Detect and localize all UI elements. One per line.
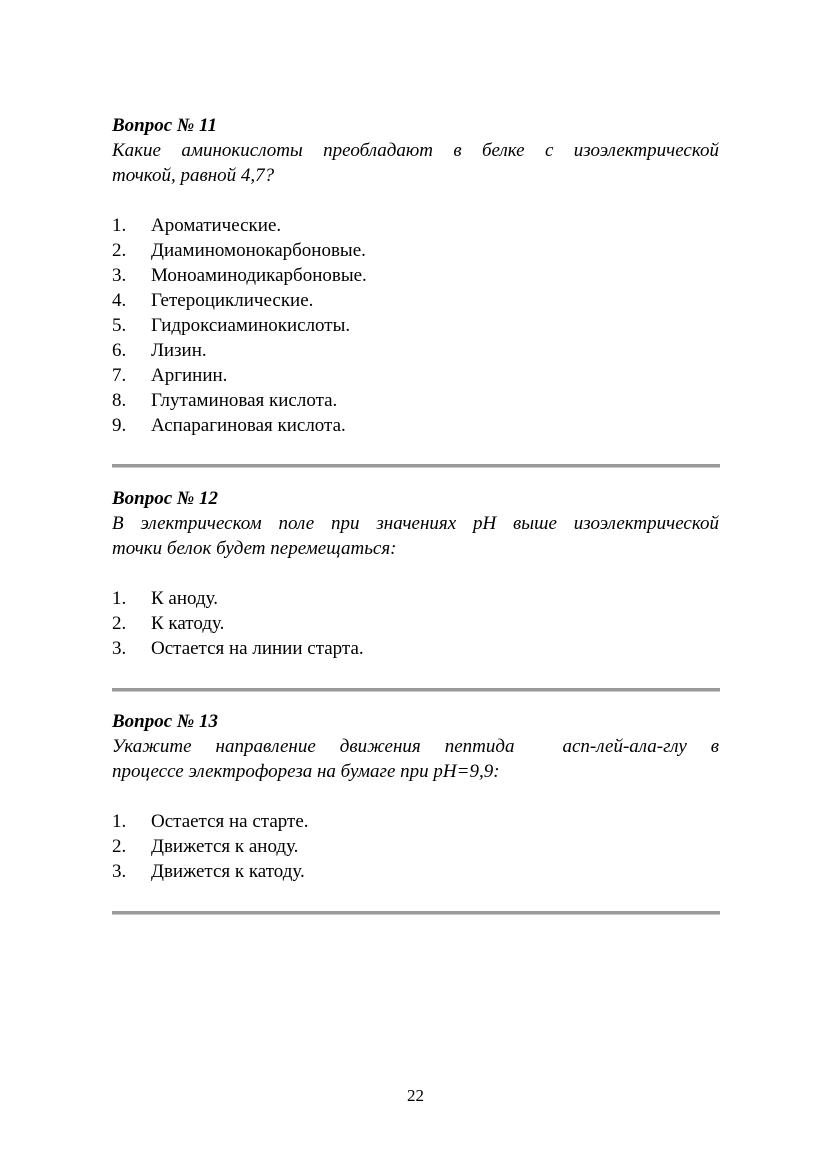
question-title: Вопрос № 13 bbox=[112, 711, 219, 732]
question-text-line: В электрическом поле при значениях pH выше изоэлектрической bbox=[112, 513, 719, 534]
answer-text: Лизин. bbox=[151, 340, 207, 361]
answer-text: Остается на старте. bbox=[151, 811, 309, 832]
answer-item bbox=[112, 611, 719, 636]
answer-list bbox=[112, 213, 719, 438]
answer-text: Глутаминовая кислота. bbox=[151, 390, 338, 411]
question-title: Вопрос № 12 bbox=[112, 488, 219, 509]
answer-number: 1. bbox=[112, 215, 127, 236]
answer-item bbox=[112, 313, 719, 338]
section-divider bbox=[112, 911, 720, 915]
answer-item bbox=[112, 288, 719, 313]
answer-number: 1. bbox=[112, 811, 127, 832]
answer-item bbox=[112, 363, 719, 388]
answer-text: Движется к катоду. bbox=[151, 861, 305, 882]
section-divider bbox=[112, 688, 720, 692]
answer-item bbox=[112, 859, 719, 884]
answer-text: Гидроксиаминокислоты. bbox=[151, 315, 351, 336]
question-text-line: процессе электрофореза на бумаге при pH=9,9: bbox=[112, 761, 500, 782]
answer-item bbox=[112, 263, 719, 288]
answer-number: 2. bbox=[112, 836, 127, 857]
answer-item bbox=[112, 338, 719, 363]
answer-text: К аноду. bbox=[151, 588, 218, 609]
answer-item bbox=[112, 834, 719, 859]
question-text-line: точки белок будет перемещаться: bbox=[112, 538, 397, 559]
answer-item bbox=[112, 238, 719, 263]
answer-item bbox=[112, 413, 719, 438]
answer-list bbox=[112, 586, 719, 661]
answer-text: Движется к аноду. bbox=[151, 836, 299, 857]
answer-number: 4. bbox=[112, 290, 127, 311]
question-text-line: точкой, равной 4,7? bbox=[112, 165, 275, 186]
answer-number: 8. bbox=[112, 390, 127, 411]
answer-item bbox=[112, 586, 719, 611]
answer-number: 6. bbox=[112, 340, 127, 361]
answer-number: 3. bbox=[112, 861, 127, 882]
answer-number: 2. bbox=[112, 613, 127, 634]
answer-text: Моноаминодикарбоновые. bbox=[151, 265, 367, 286]
answer-item bbox=[112, 213, 719, 238]
answer-number: 7. bbox=[112, 365, 127, 386]
section-divider bbox=[112, 464, 720, 468]
answer-number: 9. bbox=[112, 415, 127, 436]
answer-item bbox=[112, 388, 719, 413]
answer-text: Аргинин. bbox=[151, 365, 228, 386]
answer-number: 1. bbox=[112, 588, 127, 609]
answer-text: Ароматические. bbox=[151, 215, 282, 236]
answer-item bbox=[112, 636, 719, 661]
answer-number: 3. bbox=[112, 265, 127, 286]
question-text-line: Какие аминокислоты преобладают в белке с изоэлектрической bbox=[112, 140, 719, 161]
question-13 bbox=[112, 709, 719, 884]
answer-list bbox=[112, 809, 719, 884]
answer-text: Гетероциклические. bbox=[151, 290, 314, 311]
answer-text: К катоду. bbox=[151, 613, 225, 634]
answer-number: 3. bbox=[112, 638, 127, 659]
answer-number: 2. bbox=[112, 240, 127, 261]
answer-number: 5. bbox=[112, 315, 127, 336]
question-12 bbox=[112, 486, 719, 661]
page-number: 22 bbox=[407, 1086, 424, 1105]
answer-text: Остается на линии старта. bbox=[151, 638, 364, 659]
answer-text: Диаминомонокарбоновые. bbox=[151, 240, 366, 261]
question-11 bbox=[112, 113, 719, 438]
question-title: Вопрос № 11 bbox=[112, 115, 218, 136]
answer-item bbox=[112, 809, 719, 834]
question-text-line: Укажите направление движения пептида асп-лей-ала-глу в bbox=[112, 736, 719, 757]
answer-text: Аспарагиновая кислота. bbox=[151, 415, 346, 436]
